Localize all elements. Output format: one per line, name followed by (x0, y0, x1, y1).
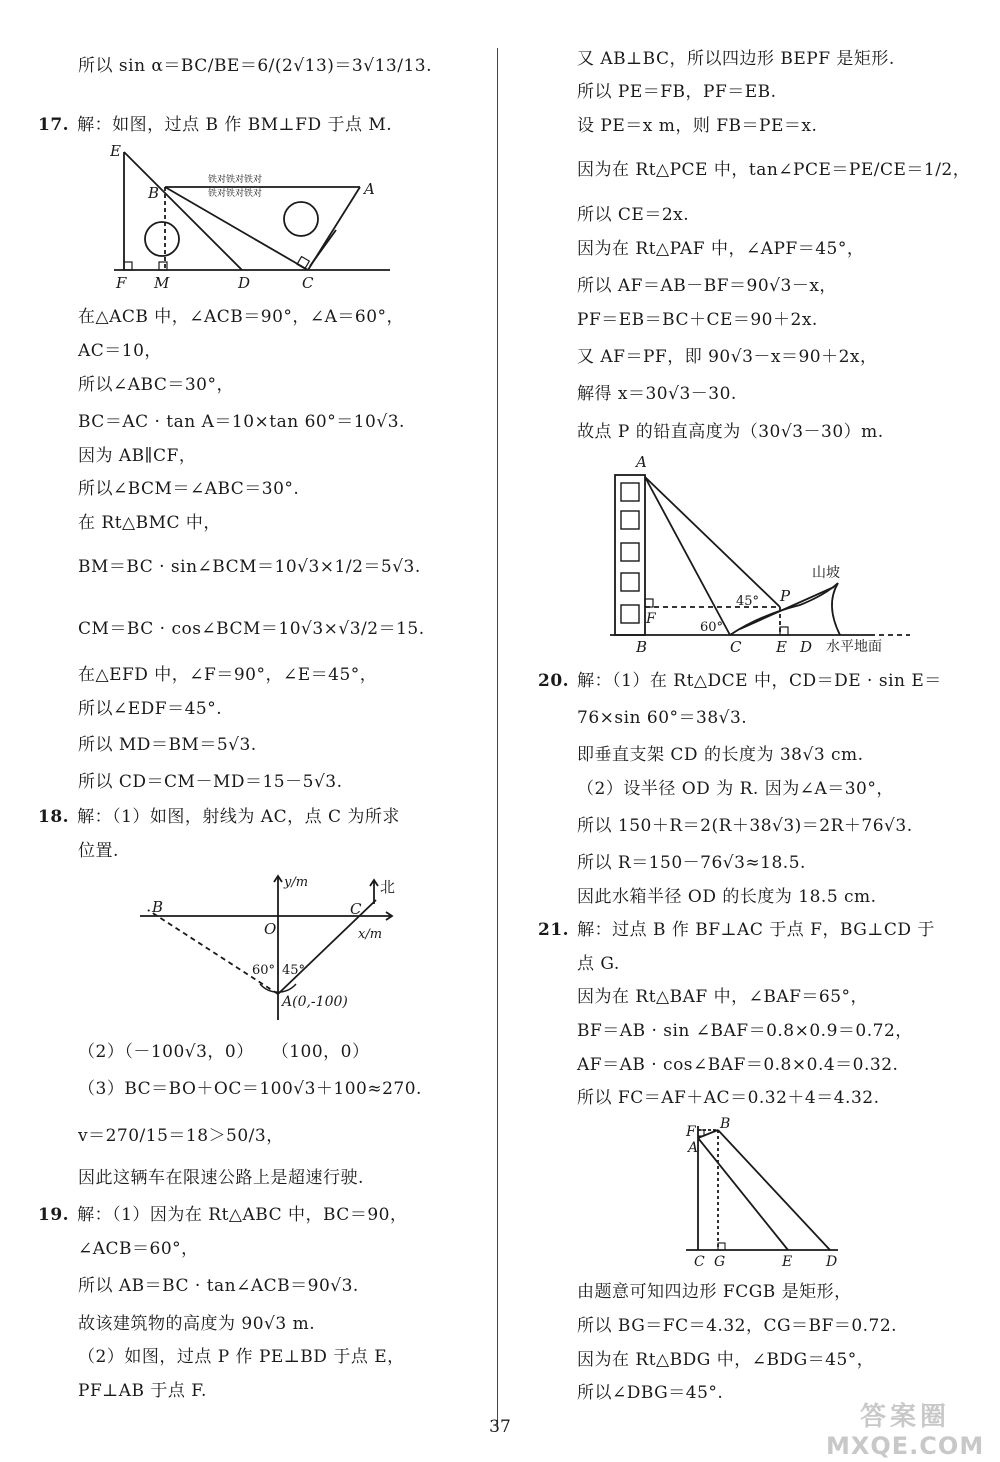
text-line: 又 AB⊥BC，所以四边形 BEPF 是矩形. (577, 49, 895, 69)
fig19-label-p: P (780, 587, 791, 605)
fig18-x-axis-label: x/m (358, 927, 383, 942)
figure-21 (682, 1116, 842, 1268)
fig21-label-c: C (694, 1254, 705, 1268)
fig19-angle-60: 60° (700, 620, 724, 635)
text-line: 所以 BG＝FC＝4.32，CG＝BF＝0.72. (577, 1316, 898, 1336)
text-line (38, 113, 392, 137)
text-line (38, 1203, 407, 1227)
text-line: 所以∠DBG＝45°. (577, 1383, 724, 1403)
fig19-angle-45: 45° (736, 594, 760, 609)
fig17-label-d: D (238, 274, 251, 290)
fig18-north-label: 北 (380, 878, 396, 896)
text-line: 在△EFD 中，∠F＝90°，∠E＝45°， (78, 665, 378, 685)
text-line: 又 AF＝PF，即 90√3－x＝90＋2x， (577, 347, 878, 367)
figure-19 (600, 455, 920, 655)
text-line: 所以 AF＝AB－BF＝90√3－x， (577, 276, 837, 296)
text-line: 因为在 Rt△BAF 中，∠BAF＝65°， (577, 987, 869, 1007)
figure-17 (110, 142, 400, 290)
text-line: AC＝10， (78, 341, 162, 361)
text-line: 因此水箱半径 OD 的长度为 18.5 cm. (577, 887, 877, 907)
text-line: 所以 CD＝CM－MD＝15－5√3. (78, 772, 343, 792)
fig19-label-f: F (646, 611, 656, 627)
fig17-label-c: C (302, 274, 314, 290)
fig17-ruler-text-2: 铁对铁对铁对 (208, 189, 263, 199)
page-number: 37 (489, 1417, 511, 1437)
fig17-ruler-text-1: 铁对铁对铁对 (208, 175, 263, 185)
fig17-label-f: F (116, 274, 127, 290)
fig18-label-c: C (350, 900, 362, 918)
text-line: BF＝AB · sin ∠BAF＝0.8×0.9＝0.72， (577, 1021, 913, 1041)
fig18-label-o: O (264, 920, 277, 938)
text-line: 由题意可知四边形 FCGB 是矩形， (577, 1282, 852, 1302)
line-text: 解：（1）因为在 Rt△ABC 中，BC＝90， (77, 1205, 408, 1225)
text-line: 即垂直支架 CD 的长度为 38√3 cm. (577, 745, 864, 765)
fig18-angle-60: 60° (252, 963, 276, 978)
fig19-label-e: E (776, 638, 787, 655)
fig19-label-b: B (636, 638, 648, 655)
fig17-label-e: E (110, 142, 121, 160)
text-line: 76×sin 60°＝38√3. (577, 708, 748, 728)
text-line: （2）如图，过点 P 作 PE⊥BD 于点 E， (78, 1347, 405, 1367)
question-number: 18. (38, 807, 70, 827)
question-number: 20. (538, 671, 570, 691)
text-line: 所以 CE＝2x. (577, 205, 690, 225)
figure-18 (130, 870, 400, 1030)
fig21-label-a: A (688, 1140, 699, 1156)
fig19-label-a: A (636, 455, 647, 471)
fig21-label-e: E (782, 1254, 793, 1268)
line-text: 解：过点 B 作 BF⊥AC 于点 F，BG⊥CD 于 (577, 920, 935, 940)
column-divider (497, 48, 498, 1426)
text-line: 因此这辆车在限速公路上是超速行驶. (78, 1168, 364, 1188)
text-line (38, 805, 400, 829)
text-line: 在△ACB 中，∠ACB＝90°，∠A＝60°， (78, 307, 405, 327)
fig21-label-f: F (686, 1124, 696, 1140)
line-text: 解：（1）如图，射线为 AC，点 C 为所求 (77, 807, 400, 827)
text-line: （3）BC＝BO＋OC＝100√3＋100≈270. (78, 1079, 422, 1099)
fig21-label-b: B (720, 1116, 731, 1132)
text-line: 所以 MD＝BM＝5√3. (78, 735, 257, 755)
text-line: 因为 AB∥CF， (78, 446, 197, 466)
fig17-label-m: M (154, 274, 170, 290)
watermark-logo: 答案圈 (860, 1402, 951, 1432)
text-line (538, 669, 942, 693)
fig21-label-d: D (826, 1254, 838, 1268)
fig18-angle-45: 45° (282, 963, 306, 978)
fig17-label-a: A (364, 180, 375, 198)
fig21-label-g: G (714, 1254, 726, 1268)
text-line: 所以 R＝150－76√3≈18.5. (577, 853, 806, 873)
text-line: 故该建筑物的高度为 90√3 m. (78, 1314, 316, 1334)
text-line: BC＝AC · tan A＝10×tan 60°＝10√3. (78, 412, 405, 432)
text-line: ∠ACB＝60°， (78, 1239, 199, 1259)
watermark-url: MXQE.COM (826, 1432, 985, 1460)
text-line: BM＝BC · sin∠BCM＝10√3×1/2＝5√3. (78, 557, 421, 577)
text-line: 设 PE＝x m，则 FB＝PE＝x. (577, 116, 818, 136)
fig18-label-a: A(0,-100) (282, 994, 348, 1010)
text-line: 所以 sin α＝BC/BE＝6/(2√13)＝3√13/13. (78, 56, 432, 76)
text-line: （2）（－100√3，0） （100，0） (78, 1042, 370, 1062)
text-line: 所以 PE＝FB，PF＝EB. (577, 82, 777, 102)
text-line: （2）设半径 OD 为 R. 因为∠A＝30°， (577, 779, 894, 799)
text-line: 故点 P 的铅直高度为（30√3－30）m. (577, 422, 884, 442)
text-line: 所以 150＋R＝2(R＋38√3)＝2R＋76√3. (577, 816, 913, 836)
fig19-label-d: D (800, 638, 813, 655)
text-line (538, 918, 935, 942)
fig19-ground-label: 水平地面 (826, 639, 882, 655)
fig17-label-b: B (148, 184, 160, 202)
watermark (790, 1396, 985, 1460)
text-line: 所以 FC＝AF＋AC＝0.32＋4＝4.32. (577, 1088, 880, 1108)
text-line: 所以 AB＝BC · tan∠ACB＝90√3. (78, 1276, 359, 1296)
text-line: 所以∠ABC＝30°， (78, 375, 234, 395)
fig19-slope-label: 山坡 (812, 565, 840, 581)
line-text: 解：如图，过点 B 作 BM⊥FD 于点 M. (77, 115, 393, 135)
fig19-label-c: C (730, 638, 742, 655)
text-line: 位置. (78, 841, 119, 861)
fig18-label-b: B (152, 898, 164, 916)
question-number: 17. (38, 115, 70, 135)
fig18-y-axis-label: y/m (284, 875, 309, 890)
text-line: PF⊥AB 于点 F. (78, 1381, 207, 1401)
question-number: 19. (38, 1205, 70, 1225)
text-line: v＝270/15＝18＞50/3， (78, 1126, 284, 1146)
text-line: 所以∠BCM＝∠ABC＝30°. (78, 479, 300, 499)
text-line: 因为在 Rt△PAF 中，∠APF＝45°， (577, 239, 865, 259)
text-line: PF＝EB＝BC＋CE＝90＋2x. (577, 310, 818, 330)
line-text: 解：（1）在 Rt△DCE 中，CD＝DE · sin E＝ (577, 671, 942, 691)
text-line: 所以∠EDF＝45°. (78, 699, 223, 719)
question-number: 21. (538, 920, 570, 940)
text-line: AF＝AB · cos∠BAF＝0.8×0.4＝0.32. (577, 1055, 899, 1075)
text-line: 解得 x＝30√3－30. (577, 384, 737, 404)
text-line: CM＝BC · cos∠BCM＝10√3×√3/2＝15. (78, 619, 425, 639)
text-line: 在 Rt△BMC 中， (78, 513, 221, 533)
text-line: 因为在 Rt△PCE 中，tan∠PCE＝PE/CE＝1/2， (577, 160, 971, 180)
text-line: 因为在 Rt△BDG 中，∠BDG＝45°， (577, 1350, 875, 1370)
text-line: 点 G. (577, 954, 620, 974)
